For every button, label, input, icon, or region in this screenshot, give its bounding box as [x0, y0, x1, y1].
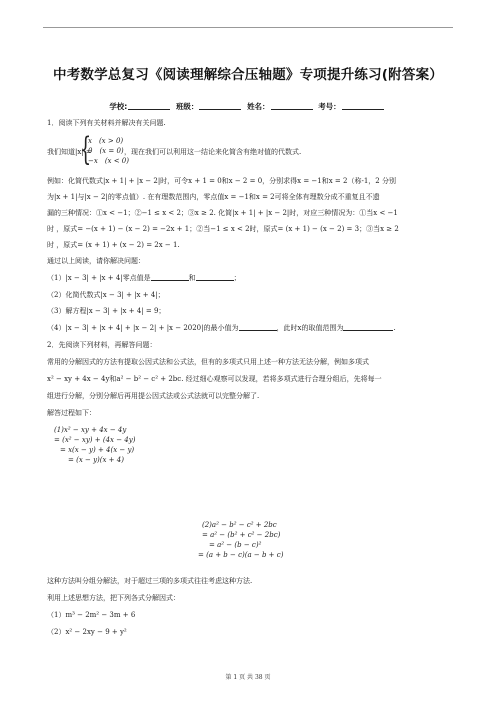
solution-1-step-3: = x(x − y) + 4(x − y)	[60, 446, 135, 454]
name-blank	[271, 102, 313, 110]
task-instruction: 利用上述思想方法，把下列各式分解因式：	[47, 594, 180, 602]
page-footer: 第 1 页 共 38 页	[225, 674, 271, 681]
example-line-2: 为|x + 1|与|x − 2|的零点值）. 在有理数范围内，零点值x = −1和x = 2可将全体有理数分成不重复且不遗	[47, 193, 380, 201]
school-label: 学校:	[109, 102, 128, 111]
problem-2-heading: 2．先阅读下列材料，再解答问题：	[47, 341, 157, 349]
example-line-1: 例如：化简代数式|x + 1| + |x − 2|时，可令x + 1 = 0和x − 2 = 0，分别求得x = −1和x = 2（称-1，2 分别	[47, 177, 396, 185]
piecewise-case-positive: x (x > 0)	[88, 137, 124, 145]
answer-blank-zero-1[interactable]	[151, 273, 189, 281]
abs-definition-tail: ，现在我们可以利用这一结论来化简含有绝对值的代数式.	[124, 148, 302, 156]
solution-2-step-4: = (a + b − c)(a − b + c)	[198, 551, 284, 559]
solution-2-step-2: = a² − (b² + c² − 2bc)	[202, 531, 281, 539]
example-line-4: 时 ，原式= −(x + 1) − (x − 2) = −2x + 1；②当−1 ≤ x < 2时，原式= (x + 1) − (x − 2) = 3；③当x ≥ 2	[47, 225, 399, 233]
question-1-3: （3）解方程|x − 3| + |x + 4| = 9；	[47, 307, 166, 315]
class-blank	[199, 102, 241, 110]
exam-number-label: 考号：	[318, 102, 341, 111]
name-label: 姓名：	[247, 102, 270, 111]
solution-2-step-1: (2)a² − b² − c² + 2bc	[202, 521, 277, 529]
instruction-line: 通过以上阅读，请你解决问题：	[47, 257, 145, 265]
abs-definition-lead: 我们知道|x| =	[47, 148, 92, 156]
problem-2-intro-3: 组进行分解，分别分解后再用提公因式法或公式法就可以完整分解了.	[47, 392, 260, 400]
exam-number-blank	[342, 102, 384, 110]
task-2-1: （1）m³ − 2m² − 3m + 6	[47, 611, 136, 619]
piecewise-case-negative: −x (x < 0)	[88, 157, 129, 166]
problem-2-intro-1: 常用的分解因式的方法有提取公因式法和公式法，但有的多项式只用上述一种方法无法分解，例如多项式	[47, 358, 369, 366]
problem-1-heading: 1．阅读下列有关材料并解决有关问题.	[47, 119, 166, 127]
solution-1-step-2: = (x² − xy) + (4x − 4y)	[54, 436, 136, 444]
answer-blank-minimum[interactable]	[239, 323, 277, 331]
answer-blank-zero-2[interactable]	[196, 273, 234, 281]
solution-1-block	[54, 425, 135, 465]
school-blank	[128, 102, 170, 110]
question-1-1: （1）|x − 3| + |x + 4|零点值是 和 ；	[47, 274, 241, 282]
example-line-5: 时 ，原式= (x + 1) + (x − 2) = 2x − 1.	[47, 241, 180, 249]
piecewise-brace: {	[80, 130, 92, 168]
solution-1-step-1: (1)x² − xy + 4x − 4y	[54, 426, 127, 434]
task-2-2: （2）x² − 2xy − 9 + y²	[47, 628, 127, 636]
question-1-4: （4）|x − 3| + |x + 4| + |x − 2| + |x − 2020|的最小值为 ，此时x的取值范围为 .	[47, 324, 396, 332]
document-title: 中考数学总复习《阅读理解综合压轴题》专项提升练习(附答案）	[53, 67, 443, 83]
solution-2-step-3: = a² − (b − c)²	[209, 541, 262, 549]
header-rule	[43, 27, 453, 28]
piecewise-definition	[88, 136, 129, 167]
question-1-2: （2）化简代数式|x − 3| + |x + 4|；	[47, 291, 165, 299]
example-line-3: 漏的三种情况：①x < −1；②−1 ≤ x < 2；③x ≥ 2. 化简|x + 1| + |x − 2|时，对应三种情况为：①当x < −1	[47, 209, 398, 217]
class-label: 班级：	[175, 102, 199, 111]
method-explanation: 这种方法叫分组分解法，对于超过三项的多项式往往考虑这种方法.	[47, 577, 253, 585]
student-info-line	[0, 101, 496, 112]
answer-blank-range[interactable]	[343, 323, 393, 331]
solution-1-step-4: = (x − y)(x + 4)	[68, 456, 124, 464]
piecewise-case-zero: 0 (x = 0)	[88, 147, 124, 156]
solution-process-label: 解答过程如下：	[47, 409, 96, 417]
solution-2-block	[198, 520, 283, 560]
problem-2-intro-2: x² − xy + 4x − 4y和a² − b² − c² + 2bc. 经过细心观察可以发现，若将多项式进行合理分组后，先将每一	[47, 375, 382, 383]
